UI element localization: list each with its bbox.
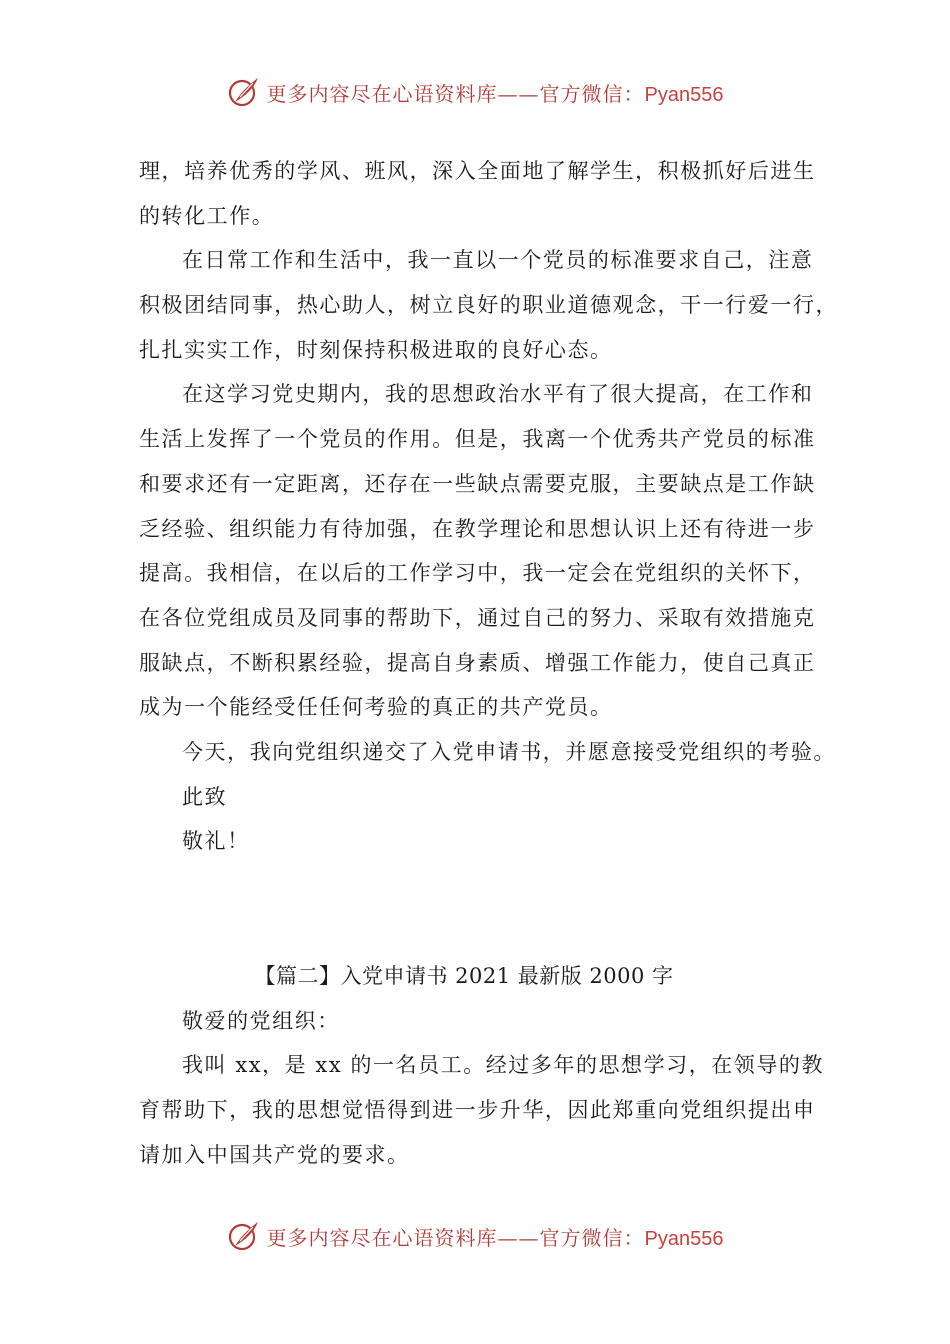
paragraph-line: 在日常工作和生活中，我一直以一个党员的标准要求自己，注意	[182, 248, 814, 273]
paragraph-line: 在各位党组成员及同事的帮助下，通过自己的努力、采取有效措施克	[139, 605, 816, 630]
document-body	[139, 149, 839, 1177]
paragraph-line: 积极团结同事，热心助人，树立良好的职业道德观念，干一行爱一行，	[139, 293, 839, 318]
paragraph-line: 我叫 xx，是 xx 的一名员工。经过多年的思想学习，在领导的教	[182, 1053, 824, 1078]
paragraph-line: 成为一个能经受任任何考验的真正的共产党员。	[139, 695, 613, 720]
section-gap	[139, 864, 829, 954]
banner-title: 更多内容尽在心语资料库	[266, 1225, 498, 1250]
footer-banner	[0, 1216, 950, 1256]
banner-separator: ——	[497, 81, 540, 106]
paragraph-line: 请加入中国共产党的要求。	[139, 1142, 410, 1167]
section-heading: 【篇二】入党申请书 2021 最新版 2000 字	[254, 964, 674, 988]
banner-title: 更多内容尽在心语资料库	[266, 81, 498, 106]
paragraph-line: 提高。我相信，在以后的工作学习中，我一定会在党组织的关怀下，	[139, 561, 816, 586]
paragraph-line: 乏经验、组织能力有待加强，在教学理论和思想认识上还有待进一步	[139, 516, 816, 541]
paragraph-line: 在这学习党史期内，我的思想政治水平有了很大提高，在工作和	[182, 382, 814, 407]
banner-wechat-label: 官方微信：	[539, 81, 645, 106]
letter-greeting: 敬爱的党组织：	[182, 1008, 340, 1033]
banner-wechat-label: 官方微信：	[539, 1225, 645, 1250]
paragraph-line: 服缺点，不断积累经验，提高自身素质、增强工作能力，使自己真正	[139, 650, 816, 675]
quill-logo-icon	[227, 1219, 261, 1253]
banner-text	[267, 78, 724, 107]
paragraph-line: 今天，我向党组织递交了入党申请书，并愿意接受党组织的考验。	[182, 739, 836, 764]
paragraph-line: 的转化工作。	[139, 203, 275, 228]
paragraph-line: 育帮助下，我的思想觉悟得到进一步升华，因此郑重向党组织提出申	[139, 1098, 816, 1123]
paragraph-line: 和要求还有一定距离，还存在一些缺点需要克服，主要缺点是工作缺	[139, 471, 816, 496]
banner-wechat-id: Pyan556	[644, 83, 724, 106]
quill-logo-icon	[227, 75, 261, 109]
closing-regards: 敬礼！	[182, 829, 250, 854]
paragraph-line: 理，培养优秀的学风、班风，深入全面地了解学生，积极抓好后进生	[139, 159, 816, 183]
banner-separator: ——	[497, 1225, 540, 1250]
closing-salutation: 此致	[182, 784, 228, 809]
banner-wechat-id: Pyan556	[644, 1227, 724, 1250]
paragraph-line: 扎扎实实工作，时刻保持积极进取的良好心态。	[139, 337, 613, 362]
banner-text	[267, 1222, 724, 1251]
paragraph-line: 生活上发挥了一个党员的作用。但是，我离一个优秀共产党员的标准	[139, 427, 816, 452]
header-banner	[0, 72, 950, 112]
